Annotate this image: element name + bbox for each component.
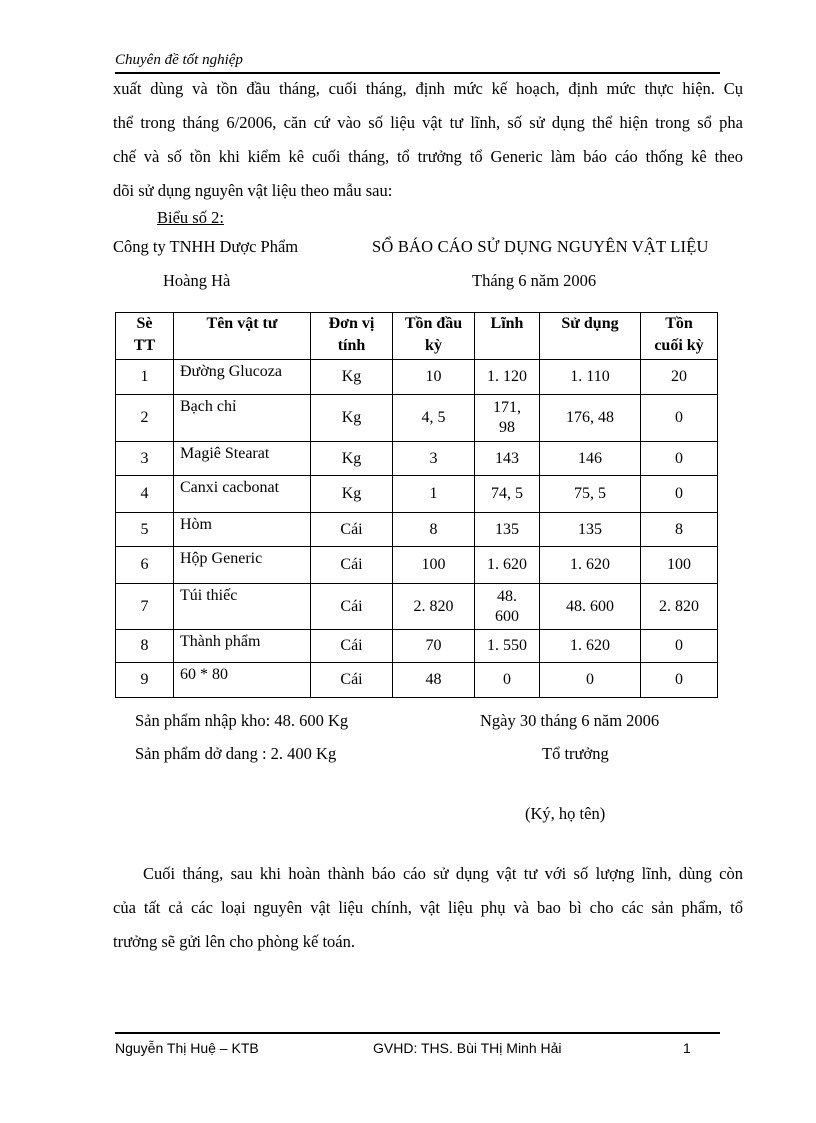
cell-used: 176, 48: [540, 395, 641, 442]
page-number: 1: [683, 1040, 691, 1056]
cell-name: Đường Glucoza: [174, 360, 311, 395]
cell-received: 1. 550: [475, 630, 540, 663]
cell-unit: Kg: [311, 476, 393, 513]
cell-name: Hòm: [174, 513, 311, 547]
cell-stt: 8: [116, 630, 174, 663]
cell-received: 74, 5: [475, 476, 540, 513]
cell-received: 0: [475, 663, 540, 698]
table-row: [116, 395, 718, 442]
table-header-row: [116, 313, 718, 360]
cell-end: 0: [641, 630, 718, 663]
material-usage-table: [115, 312, 718, 698]
cell-used: 1. 620: [540, 630, 641, 663]
cell-used: 1. 620: [540, 547, 641, 584]
cell-name: 60 * 80: [174, 663, 311, 698]
cell-end: 100: [641, 547, 718, 584]
cell-name: Canxi cacbonat: [174, 476, 311, 513]
cell-unit: Kg: [311, 360, 393, 395]
cell-used: 48. 600: [540, 584, 641, 630]
cell-begin: 4, 5: [393, 395, 475, 442]
col-header-stt: Sè TT: [116, 313, 174, 360]
cell-end: 20: [641, 360, 718, 395]
cell-begin: 100: [393, 547, 475, 584]
cell-stt: 6: [116, 547, 174, 584]
stock-in-note: Sản phẩm nhập kho: 48. 600 Kg: [135, 711, 349, 730]
intro-line: xuất dùng và tồn đầu tháng, cuối tháng, định mức kế hoạch, định mức thực hiện. Cụ: [113, 79, 743, 98]
cell-stt: 4: [116, 476, 174, 513]
cell-begin: 10: [393, 360, 475, 395]
cell-end: 0: [641, 476, 718, 513]
intro-line: chế và số tồn khi kiểm kê cuối tháng, tổ trưởng tổ Generic làm báo cáo thống kê theo: [113, 147, 743, 166]
company-name-line2: Hoàng Hà: [163, 271, 231, 290]
intro-line: thể trong tháng 6/2006, căn cứ vào số liệu vật tư lĩnh, số sử dụng thể hiện trong sổ pha: [113, 113, 743, 132]
cell-unit: Cái: [311, 663, 393, 698]
col-header-received: Lĩnh: [475, 313, 540, 360]
cell-received: 171, 98: [475, 395, 540, 442]
cell-received: 143: [475, 442, 540, 476]
cell-name: Thành phẩm: [174, 630, 311, 663]
table-row: [116, 513, 718, 547]
wip-note: Sản phẩm dở dang : 2. 400 Kg: [135, 744, 337, 763]
closing-line: trưởng sẽ gửi lên cho phòng kế toán.: [113, 932, 355, 951]
cell-begin: 2. 820: [393, 584, 475, 630]
cell-stt: 9: [116, 663, 174, 698]
col-header-name: Tên vật tư: [174, 313, 311, 360]
cell-unit: Cái: [311, 547, 393, 584]
cell-used: 146: [540, 442, 641, 476]
table-row: [116, 476, 718, 513]
cell-name: Hộp Generic: [174, 547, 311, 584]
cell-used: 75, 5: [540, 476, 641, 513]
cell-unit: Kg: [311, 395, 393, 442]
cell-begin: 48: [393, 663, 475, 698]
report-title: SỔ BÁO CÁO SỬ DỤNG NGUYÊN VẬT LIỆU: [372, 237, 709, 256]
table-row: [116, 442, 718, 476]
col-header-end: Tồn cuối kỳ: [641, 313, 718, 360]
company-name: Công ty TNHH Dược Phẩm: [113, 237, 299, 256]
table-row: [116, 547, 718, 584]
cell-end: 2. 820: [641, 584, 718, 630]
cell-stt: 3: [116, 442, 174, 476]
footer-advisor: GVHD: THS. Bùi THị Minh Hải: [373, 1040, 562, 1056]
intro-paragraph: [113, 72, 743, 208]
cell-name: Bạch chỉ: [174, 395, 311, 442]
intro-line: dõi sử dụng nguyên vật liệu theo mẫu sau:: [113, 181, 393, 200]
table-row: [116, 663, 718, 698]
cell-end: 8: [641, 513, 718, 547]
closing-line: của tất cả các loại nguyên vật liệu chính, vật liệu phụ và bao bì cho các sản phẩm, tổ: [113, 898, 743, 917]
cell-unit: Kg: [311, 442, 393, 476]
cell-end: 0: [641, 442, 718, 476]
cell-received: 135: [475, 513, 540, 547]
cell-name: Túi thiếc: [174, 584, 311, 630]
closing-line: Cuối tháng, sau khi hoàn thành báo cáo sử dụng vật tư với số lượng lĩnh, dùng còn: [143, 864, 743, 883]
report-month: Tháng 6 năm 2006: [472, 271, 597, 290]
footer-author: Nguyễn Thị Huệ – KTB: [115, 1040, 259, 1056]
footer-divider: [115, 1032, 720, 1034]
cell-received: 1. 120: [475, 360, 540, 395]
cell-begin: 3: [393, 442, 475, 476]
cell-stt: 2: [116, 395, 174, 442]
signer-role: Tổ trưởng: [542, 744, 609, 763]
cell-end: 0: [641, 663, 718, 698]
col-header-unit: Đơn vị tính: [311, 313, 393, 360]
form-label: Biểu số 2:: [157, 208, 224, 227]
cell-used: 0: [540, 663, 641, 698]
page-header-title: Chuyên đề tốt nghiệp: [115, 52, 243, 68]
closing-paragraph: [113, 857, 743, 959]
col-header-begin: Tồn đầu kỳ: [393, 313, 475, 360]
signature-date: Ngày 30 tháng 6 năm 2006: [480, 711, 660, 730]
table-row: [116, 584, 718, 630]
cell-begin: 70: [393, 630, 475, 663]
col-header-used: Sử dụng: [540, 313, 641, 360]
table-row: [116, 630, 718, 663]
cell-name: Magiê Stearat: [174, 442, 311, 476]
cell-unit: Cái: [311, 513, 393, 547]
cell-stt: 7: [116, 584, 174, 630]
cell-stt: 1: [116, 360, 174, 395]
cell-received: 48. 600: [475, 584, 540, 630]
cell-unit: Cái: [311, 584, 393, 630]
cell-begin: 1: [393, 476, 475, 513]
cell-stt: 5: [116, 513, 174, 547]
cell-begin: 8: [393, 513, 475, 547]
cell-end: 0: [641, 395, 718, 442]
cell-unit: Cái: [311, 630, 393, 663]
table-row: [116, 360, 718, 395]
cell-used: 1. 110: [540, 360, 641, 395]
signature-instruction: (Ký, họ tên): [525, 804, 606, 823]
cell-used: 135: [540, 513, 641, 547]
cell-received: 1. 620: [475, 547, 540, 584]
